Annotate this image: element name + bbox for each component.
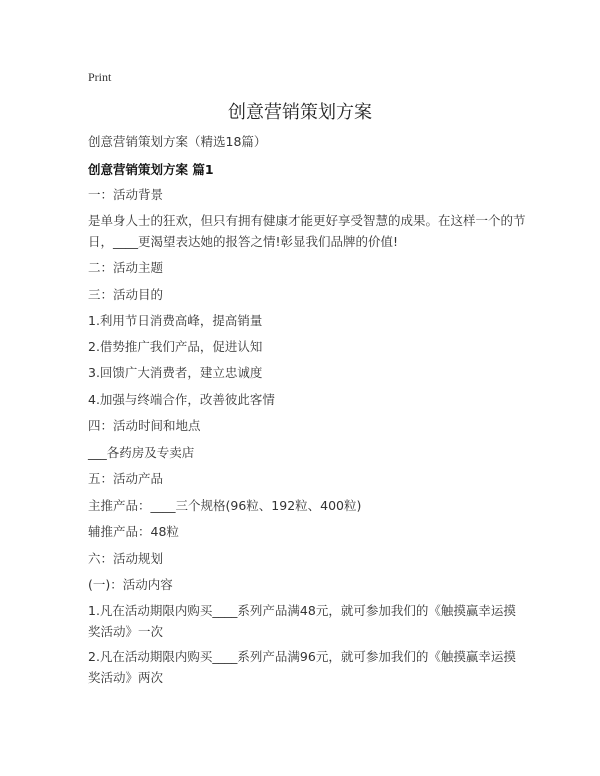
section-heading: 创意营销策划方案 篇1 xyxy=(88,162,214,177)
purpose-item-1: 1.利用节日消费高峰，提高销量 xyxy=(88,313,263,328)
heading-background: 一：活动背景 xyxy=(88,187,164,202)
heading-activity-content: (一)：活动内容 xyxy=(88,577,173,592)
purpose-item-4: 4.加强与终端合作，改善彼此客情 xyxy=(88,392,275,407)
purpose-item-2: 2.借势推广我们产品，促进认知 xyxy=(88,339,263,354)
print-link[interactable]: Print xyxy=(88,70,112,84)
secondary-product-text: 辅推产品：48粒 xyxy=(88,524,179,539)
heading-time-place: 四：活动时间和地点 xyxy=(88,418,201,433)
place-text: ___各药房及专卖店 xyxy=(88,445,195,460)
main-product-text: 主推产品：____三个规格(96粒、192粒、400粒) xyxy=(88,498,362,513)
heading-products: 五：活动产品 xyxy=(88,471,164,486)
purpose-item-3: 3.回馈广大消费者，建立忠诚度 xyxy=(88,365,263,380)
activity-item-1: 1.凡在活动期限内购买____系列产品满48元，就可参加我们的《触摸赢幸运摸奖活动》一次 xyxy=(88,603,516,639)
activity-item-2: 2.凡在活动期限内购买____系列产品满96元，就可参加我们的《触摸赢幸运摸奖活动》两次 xyxy=(88,649,516,685)
document-subtitle: 创意营销策划方案（精选18篇） xyxy=(88,134,267,149)
heading-planning: 六：活动规划 xyxy=(88,551,164,566)
document-title: 创意营销策划方案 xyxy=(228,102,372,123)
heading-theme: 二：活动主题 xyxy=(88,260,164,275)
heading-purpose: 三：活动目的 xyxy=(88,287,164,302)
paragraph-background-body: 是单身人士的狂欢，但只有拥有健康才能更好享受智慧的成果。在这样一个的节日，____更渴望表达她的报答之情!彰显我们品牌的价值! xyxy=(88,213,526,249)
